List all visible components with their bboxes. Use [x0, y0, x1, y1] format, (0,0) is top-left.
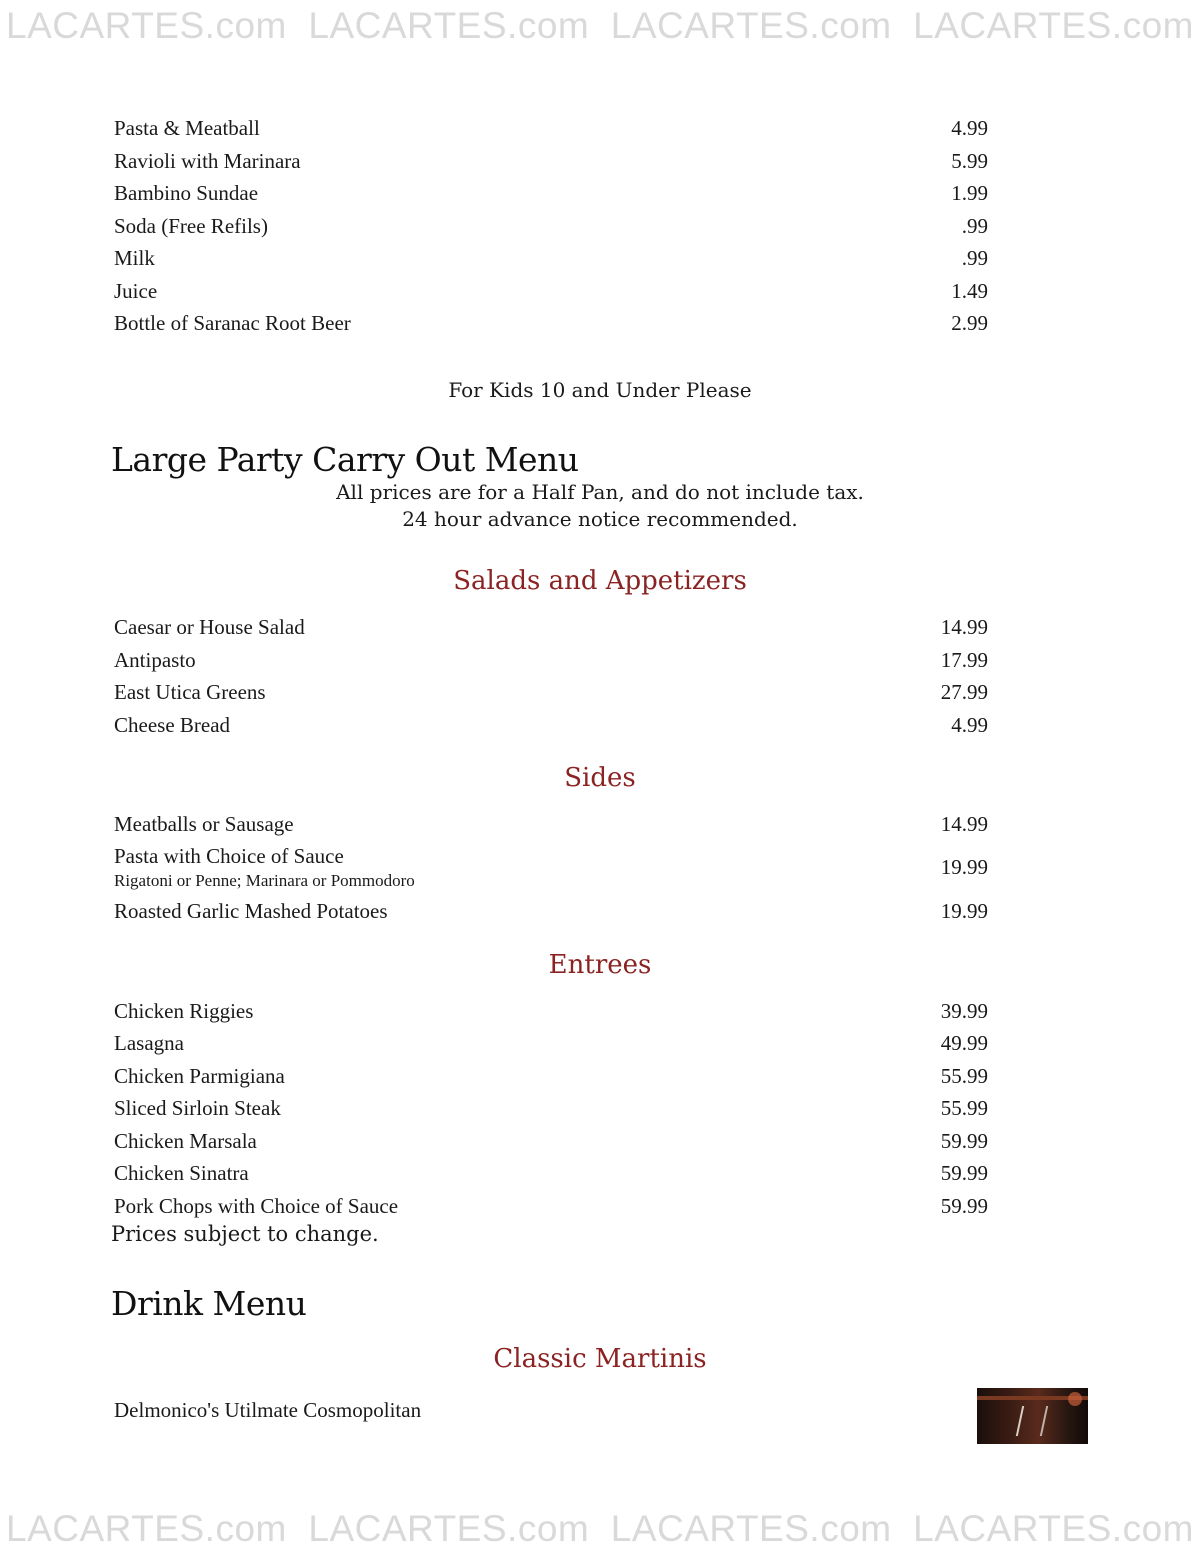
watermark-text: LACARTES.com [913, 5, 1194, 46]
item-price: 59.99 [940, 1161, 988, 1185]
large-party-note [0, 479, 1200, 533]
item-name: Milk [114, 246, 155, 270]
menu-item [114, 712, 988, 738]
watermark-text: LACARTES.com [6, 1508, 287, 1549]
watermark-text: LACARTES.com [6, 5, 287, 46]
item-name: Pork Chops with Choice of Sauce [114, 1194, 399, 1218]
menu-item [114, 213, 988, 239]
item-name: Delmonico's Utilmate Cosmopolitan [114, 1398, 422, 1422]
item-price: 1.49 [951, 279, 988, 303]
item-name: Juice [114, 279, 158, 303]
menu-item [114, 278, 988, 304]
item-price: 55.99 [940, 1096, 988, 1120]
martini-glass-icon [1016, 1406, 1048, 1436]
item-name: Chicken Marsala [114, 1129, 257, 1153]
item-name: Pasta with Choice of Sauce [114, 844, 344, 868]
menu-item [114, 148, 988, 174]
watermark-text: LACARTES.com [913, 1508, 1194, 1549]
item-price: .99 [961, 214, 988, 238]
watermark-top [0, 0, 1200, 52]
item-price: 55.99 [940, 1064, 988, 1088]
menu-item [114, 1160, 988, 1186]
section-title-entrees: Entrees [548, 950, 652, 980]
menu-item [114, 614, 988, 640]
item-name: Pasta & Meatball [114, 116, 260, 140]
item-price: 4.99 [951, 713, 988, 737]
item-name: Meatballs or Sausage [114, 812, 294, 836]
item-name: Caesar or House Salad [114, 615, 305, 639]
menu-item [114, 898, 988, 924]
item-price: 59.99 [940, 1129, 988, 1153]
menu-item [114, 180, 988, 206]
menu-item [114, 1063, 988, 1089]
item-name-with-sub [114, 843, 415, 891]
item-price: 1.99 [951, 181, 988, 205]
bar-light [1068, 1392, 1082, 1406]
watermark-text: LACARTES.com [610, 1508, 892, 1549]
item-price: .99 [961, 246, 988, 270]
menu-item [114, 245, 988, 271]
item-name: Soda (Free Refils) [114, 214, 268, 238]
prices-footnote: Prices subject to change. [111, 1222, 379, 1246]
item-price: 19.99 [940, 899, 988, 923]
menu-item [114, 647, 988, 673]
item-price: 14.99 [940, 812, 988, 836]
note-line: 24 hour advance notice recommended. [402, 507, 798, 531]
item-name: Bottle of Saranac Root Beer [114, 311, 351, 335]
item-name: Chicken Parmigiana [114, 1064, 285, 1088]
section-title-martinis: Classic Martinis [493, 1344, 707, 1374]
menu-item [114, 1128, 988, 1154]
menu-item [114, 1193, 988, 1219]
item-name: Ravioli with Marinara [114, 149, 301, 173]
drink-menu-title: Drink Menu [111, 1284, 307, 1323]
item-name: Roasted Garlic Mashed Potatoes [114, 899, 388, 923]
menu-item [114, 998, 988, 1024]
menu-item [114, 115, 988, 141]
item-price: 14.99 [940, 615, 988, 639]
item-price: 27.99 [940, 680, 988, 704]
item-subtext: Rigatoni or Penne; Marinara or Pommodoro [114, 871, 415, 890]
item-price: 2.99 [951, 311, 988, 335]
menu-item [114, 1397, 988, 1423]
section-title-salads: Salads and Appetizers [453, 566, 747, 596]
item-name: Chicken Riggies [114, 999, 254, 1023]
item-price: 39.99 [940, 999, 988, 1023]
kids-note: For Kids 10 and Under Please [448, 378, 752, 402]
item-name: East Utica Greens [114, 680, 266, 704]
watermark-bottom [0, 1503, 1200, 1555]
item-price: 49.99 [940, 1031, 988, 1055]
item-price: 5.99 [951, 149, 988, 173]
item-price: 17.99 [940, 648, 988, 672]
item-price: 4.99 [951, 116, 988, 140]
item-name: Cheese Bread [114, 713, 231, 737]
note-line: All prices are for a Half Pan, and do not include tax. [336, 480, 864, 504]
item-name: Chicken Sinatra [114, 1161, 249, 1185]
item-price: 19.99 [940, 855, 988, 879]
item-name: Antipasto [114, 648, 196, 672]
watermark-text: LACARTES.com [610, 5, 892, 46]
menu-item [114, 310, 988, 336]
watermark-text: LACARTES.com [308, 1508, 590, 1549]
item-name: Lasagna [114, 1031, 184, 1055]
martini-photo [977, 1388, 1088, 1444]
menu-item [114, 843, 988, 891]
menu-item [114, 1030, 988, 1056]
item-name: Bambino Sundae [114, 181, 259, 205]
menu-item [114, 679, 988, 705]
menu-item [114, 1095, 988, 1121]
large-party-title: Large Party Carry Out Menu [111, 440, 579, 479]
item-name: Sliced Sirloin Steak [114, 1096, 281, 1120]
menu-item [114, 811, 988, 837]
section-title-sides: Sides [564, 763, 636, 793]
watermark-text: LACARTES.com [308, 5, 590, 46]
item-price: 59.99 [940, 1194, 988, 1218]
